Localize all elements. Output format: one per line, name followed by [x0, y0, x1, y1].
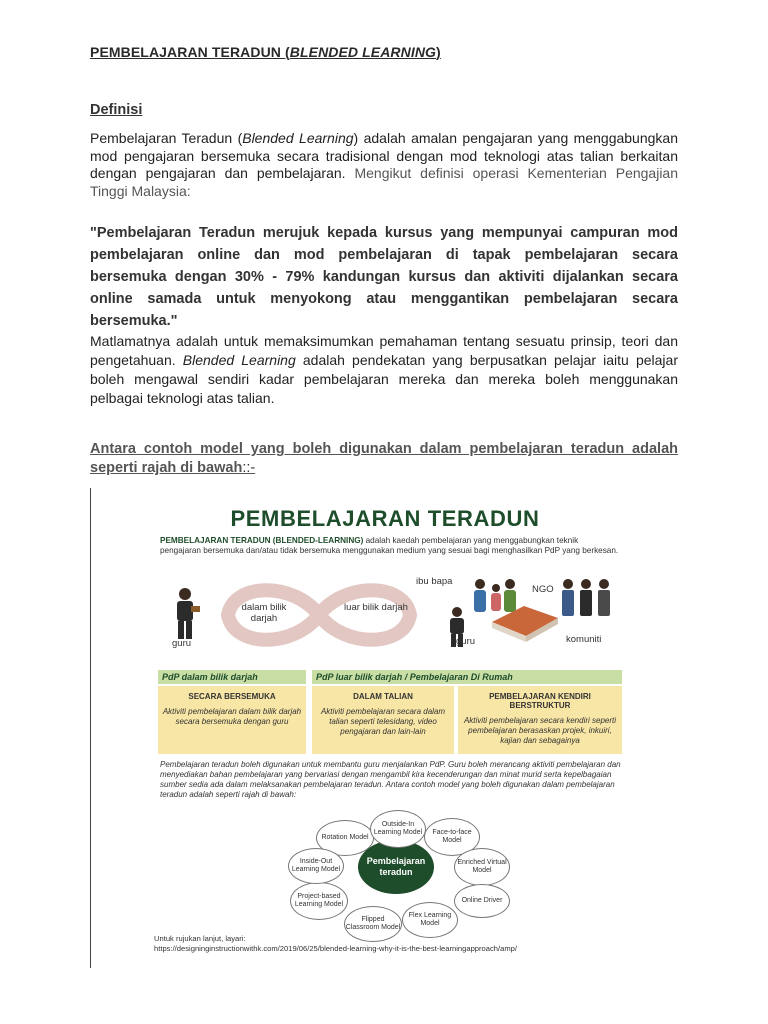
guru-right-label: guru — [456, 636, 476, 647]
node-flipped-classroom-model: Flipped Classroom Model — [344, 906, 402, 942]
ngo-label: NGO — [532, 584, 554, 595]
teacher-left-icon — [168, 586, 202, 640]
table-col-kendiri — [458, 686, 622, 754]
definition-paragraph: Pembelajaran Teradun (Blended Learning) adalah amalan pengajaran yang menggabungkan mod pengajaran bersemuka secara tradisional dengan mod teknologi atas talian berkaitan dengan pengajaran dan pembelajaran. Mengikut definisi operasi Kementerian Pengajian Tinggi Malaysia: — [90, 130, 679, 199]
page-title: PEMBELAJARAN TERADUN (BLENDED LEARNING) — [90, 44, 441, 60]
definisi-heading: Definisi — [90, 102, 143, 118]
node-outside-in-model: Outside-In Learning Model — [370, 810, 426, 848]
figure-title: PEMBELAJARAN TERADUN — [230, 506, 540, 531]
node-rotation-model: Rotation Model — [316, 820, 374, 856]
figure-intro: PEMBELAJARAN TERADUN (BLENDED-LEARNING) adalah kaedah pembelajaran yang menggabungkan teknik pengajaran bersemuka dan/atau tidak bersemuka menggunakan medium yang sesuai bagi menghasilkan PdP yang berkesan. — [160, 536, 619, 555]
node-inside-out-model: Inside-Out Learning Model — [288, 848, 344, 884]
col-kendiri-heading: PEMBELAJARAN KENDIRI BERSTRUKTUR — [489, 692, 591, 710]
infographic-figure — [90, 488, 680, 968]
figure-reference-label: Untuk rujukan lanjut, layari: — [154, 934, 246, 943]
figure-left-border — [90, 488, 91, 968]
figure-paragraph: Pembelajaran teradun boleh digunakan untuk membantu guru menjalankan PdP. Guru boleh merancang aktiviti pembelajaran dan menyediakan bahan pembelajaran yang bervariasi dengan mengambil kira kecenderungan dan minat murid serta kepelbagaian sumber sedia ada dalam melaksanakan pembelajaran teradun. Antara contoh model yang boleh digunakan dalam pembelajaran teradun adalah seperti rajah di bawah: — [160, 760, 621, 799]
node-face-to-face-model: Face-to-face Model — [424, 818, 480, 856]
col-dalam-talian-body: Aktiviti pembelajaran secara dalam talian seperti telesidang, video pengajaran dan lain-lain — [320, 707, 446, 736]
table-head-inclass: PdP dalam bilik darjah — [158, 670, 306, 684]
table-col-bersemuka — [158, 686, 306, 754]
goal-paragraph: Matlamatnya adalah untuk memaksimumkan pemahaman tentang sesuatu prinsip, teori dan pengetahuan. Blended Learning adalah pendekatan yang berpusatkan pelajar iaitu pelajar boleh mengawal sendiri kadar pembelajaran mereka dan mereka boleh menggunakan pelbagai teknologi atas talian. — [90, 333, 678, 406]
col-bersemuka-body: Aktiviti pembelajaran dalam bilik darjah secara bersemuka dengan guru — [162, 707, 302, 726]
guru-left-label: guru — [172, 638, 192, 649]
node-project-based-model: Project-based Learning Model — [290, 882, 348, 920]
models-heading: Antara contoh model yang boleh digunakan dalam pembelajaran teradun adalah seperti rajah di bawah::- — [90, 441, 678, 476]
node-flex-learning-model: Flex Learning Model — [402, 902, 458, 938]
center-node-pembelajaran-teradun: Pembelajaran teradun — [358, 840, 434, 894]
komuniti-label: komuniti — [566, 634, 602, 645]
table-col-dalam-talian — [312, 686, 454, 754]
ngo-people-icon — [558, 578, 614, 618]
loop-right-label: luar bilik darjah — [344, 602, 408, 613]
col-bersemuka-heading: SECARA BERSEMUKA — [188, 692, 276, 701]
ibu-bapa-label: ibu bapa — [416, 576, 453, 587]
figure-reference — [154, 934, 517, 954]
loop-left-label: dalam bilik darjah — [241, 602, 287, 624]
node-enriched-virtual-model: Enriched Virtual Model — [454, 848, 510, 886]
node-online-driver: Online Driver — [454, 884, 510, 918]
community-houses-icon — [488, 604, 562, 642]
col-kendiri-body: Aktiviti pembelajaran secara kendiri seperti pembelajaran berasaskan projek, inkuiri, kajian dan sebagainya — [463, 716, 617, 745]
definition-quote: "Pembelajaran Teradun merujuk kepada kursus yang mempunyai campuran mod pembelajaran online dan mod pembelajaran di tapak pembelajaran secara bersemuka dengan 30% - 79% kandungan kursus dan aktiviti dijalankan secara online samada untuk menyokong atau menggantikan pembelajaran secara bersemuka." — [90, 225, 678, 329]
col-dalam-talian-heading: DALAM TALIAN — [353, 692, 413, 701]
table-head-outclass: PdP luar bilik darjah / Pembelajaran Di Rumah — [312, 670, 622, 684]
figure-reference-url: https://designinginstructionwithk.com/2019/06/25/blended-learning-why-it-is-the-best-learningapproach/amp/ — [154, 944, 518, 953]
